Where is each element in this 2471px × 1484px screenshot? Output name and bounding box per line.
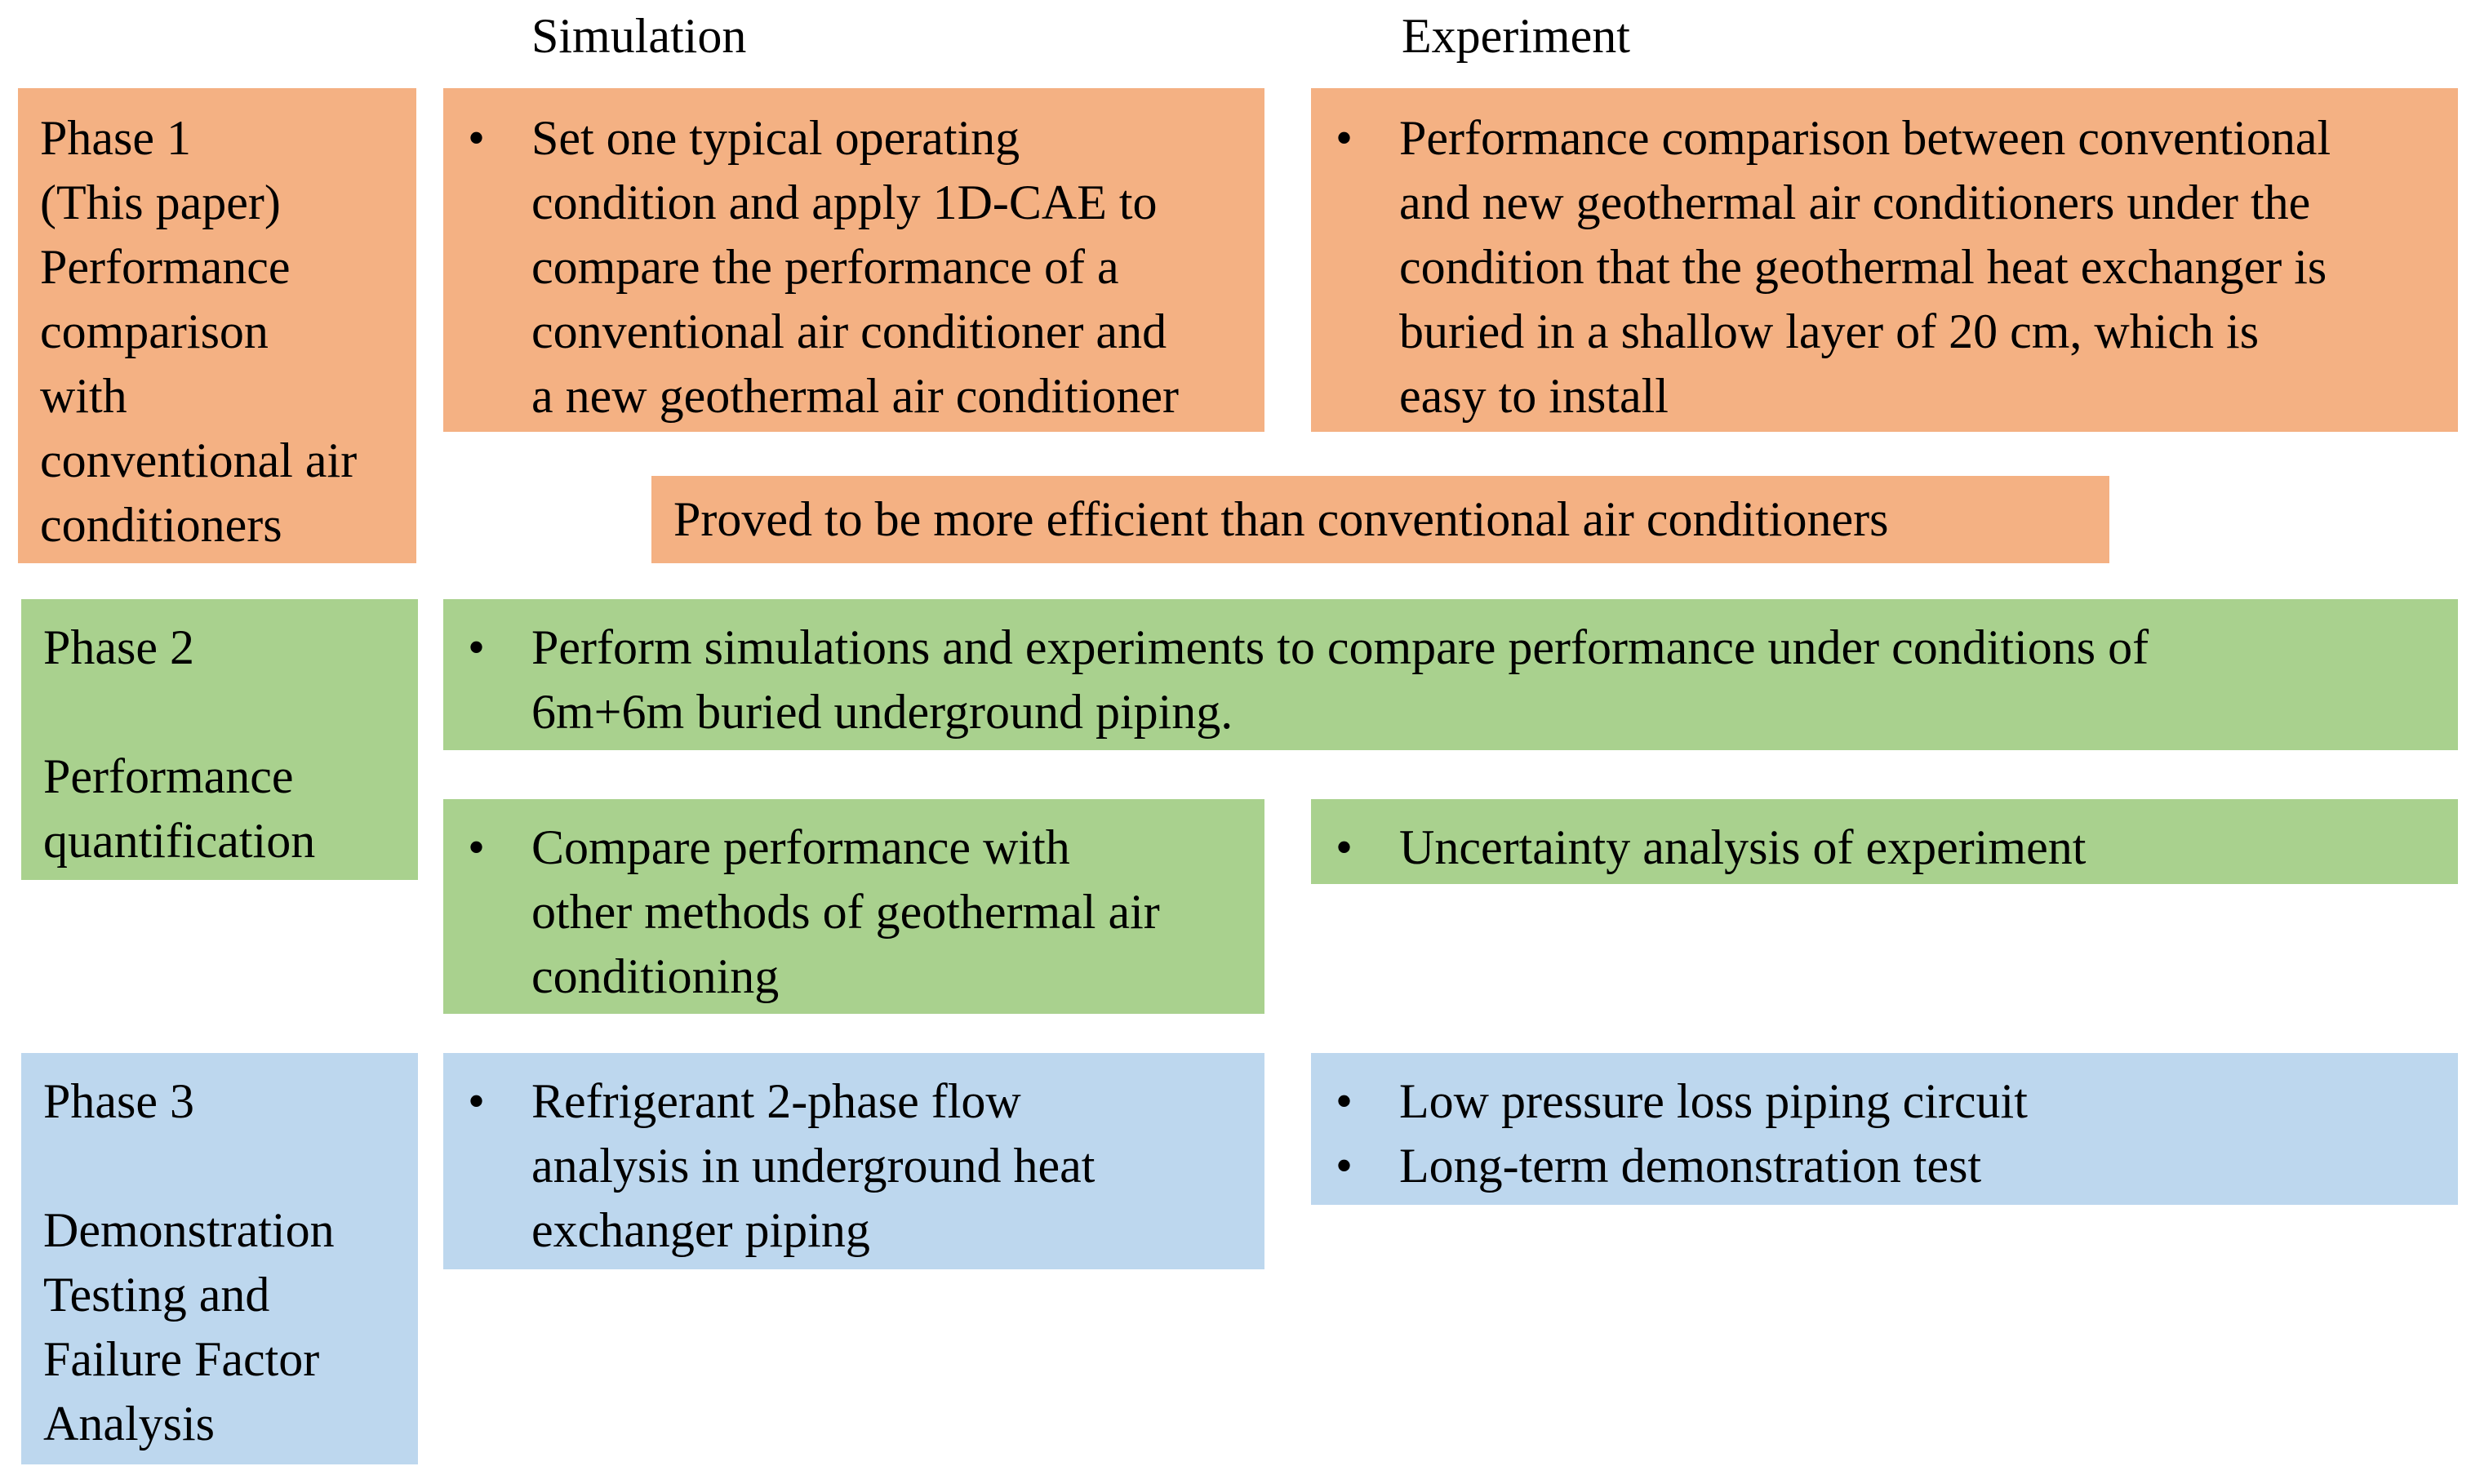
bullet-icon: •: [468, 1074, 486, 1128]
phase3-experiment-line: Low pressure loss piping circuit: [1399, 1074, 2028, 1128]
bullet-icon: •: [1335, 111, 1353, 165]
phase2-combined-box: [443, 599, 2458, 750]
phase1-experiment-line: buried in a shallow layer of 20 cm, which is: [1399, 304, 2260, 358]
phase2-combined-line: 6m+6m buried underground piping.: [531, 685, 1233, 739]
phase1-experiment-line: Performance comparison between conventional: [1399, 111, 2331, 165]
phase1-experiment-line: easy to install: [1399, 369, 1669, 423]
phase1-simulation-line: compare the performance of a: [531, 240, 1119, 294]
phase2-simulation-box: [443, 799, 1264, 1014]
phase1-result-text: Proved to be more efficient than conventional air conditioners: [673, 492, 1889, 546]
phase1-experiment-line: and new geothermal air conditioners under the: [1399, 176, 2311, 229]
simulation-column-header: Simulation: [531, 9, 747, 63]
phase2-combined-item: [443, 615, 2149, 744]
phase2-simulation-item: [443, 815, 1160, 1009]
phase2-simulation-line: Compare performance with: [531, 820, 1070, 874]
phase2-experiment-box: [1311, 799, 2458, 884]
phase3-label-line: Analysis: [43, 1397, 215, 1451]
phase1-label-line: with: [40, 369, 127, 423]
phase1-simulation-line: condition and apply 1D-CAE to: [531, 176, 1158, 229]
phase1-experiment-item: [1311, 106, 2331, 429]
phase3-simulation-line: exchanger piping: [531, 1203, 870, 1257]
bullet-icon: •: [1335, 820, 1353, 874]
phase1-simulation-box: [443, 88, 1264, 432]
phase2-simulation-line: conditioning: [531, 949, 780, 1003]
phase1-experiment-line: condition that the geothermal heat exchanger is: [1399, 240, 2327, 294]
phase3-experiment-line: Long-term demonstration test: [1399, 1139, 1982, 1193]
experiment-column-header: Experiment: [1402, 9, 1630, 63]
phase1-simulation-line: Set one typical operating: [531, 111, 1020, 165]
phase3-label-line: Testing and: [43, 1268, 270, 1322]
phase3-simulation-item: [443, 1069, 1095, 1263]
phase2-label-box: [21, 599, 418, 880]
phase1-simulation-line: conventional air conditioner and: [531, 304, 1167, 358]
bullet-icon: •: [468, 620, 486, 674]
phase1-label-line: Phase 1: [40, 111, 191, 165]
phase2-combined-line: Perform simulations and experiments to compare performance under conditions of: [531, 620, 2149, 674]
phase1-simulation-line: a new geothermal air conditioner: [531, 369, 1180, 423]
bullet-icon: •: [468, 820, 486, 874]
phase2-experiment-line: Uncertainty analysis of experiment: [1399, 820, 2087, 874]
phase2-simulation-line: other methods of geothermal air: [531, 885, 1160, 939]
phase1-label-line: comparison: [40, 304, 269, 358]
phase3-simulation-line: analysis in underground heat: [531, 1139, 1096, 1193]
phase1-label-line: Performance: [40, 240, 291, 294]
phase1-label-line: conditioners: [40, 498, 282, 552]
phase1-label-line: conventional air: [40, 433, 358, 487]
bullet-icon: •: [1335, 1139, 1353, 1193]
phase3-label-line: Failure Factor: [43, 1332, 320, 1386]
phase3-label-box: [21, 1053, 418, 1464]
phase1-label-line: (This paper): [40, 176, 281, 229]
phase3-simulation-box: [443, 1053, 1264, 1269]
phase3-simulation-line: Refrigerant 2-phase flow: [531, 1074, 1021, 1128]
phase1-experiment-box: [1311, 88, 2458, 432]
phase2-label-line: Performance: [43, 749, 294, 803]
phase3-experiment-item: [1311, 1134, 2028, 1198]
phase2-label-title: Phase 2: [43, 620, 194, 674]
phase3-label-title: Phase 3: [43, 1074, 194, 1128]
phase1-simulation-item: [443, 106, 1179, 429]
phase2-label-line: quantification: [43, 814, 316, 868]
phase3-label-line: Demonstration: [43, 1203, 335, 1257]
phase2-experiment-item: [1311, 815, 2086, 880]
phase1-label-box: [18, 88, 416, 563]
bullet-icon: •: [468, 111, 486, 165]
phase3-experiment-item: [1311, 1069, 2028, 1134]
bullet-icon: •: [1335, 1074, 1353, 1128]
phase3-experiment-box: [1311, 1053, 2458, 1205]
phase1-result-box: [651, 476, 2109, 563]
